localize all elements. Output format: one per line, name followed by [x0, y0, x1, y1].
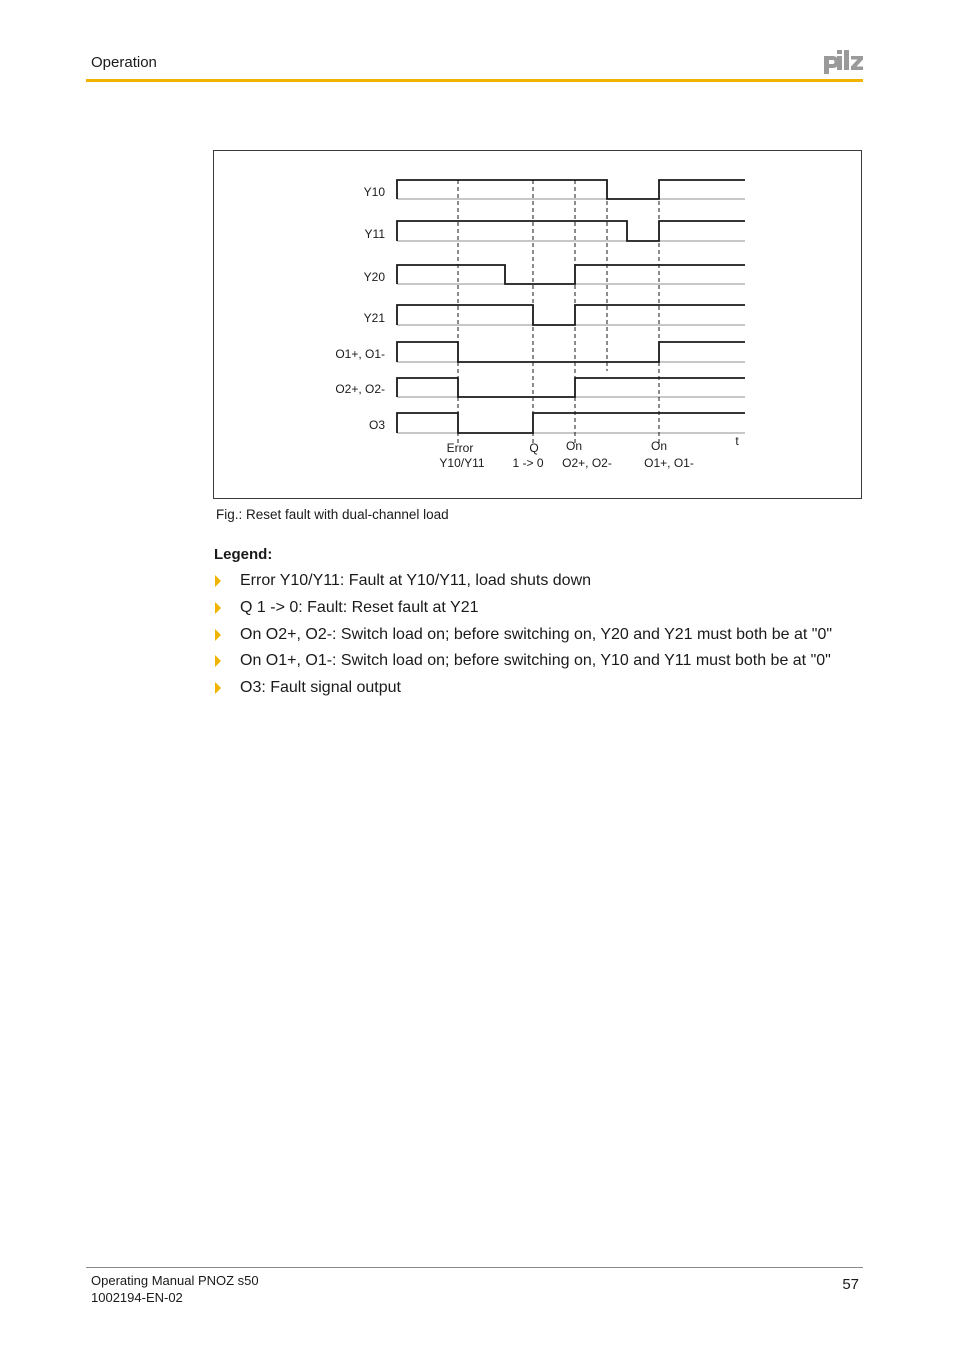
legend-item [214, 650, 832, 677]
legend-item-text: Q 1 -> 0: Fault: Reset fault at Y21 [240, 598, 479, 616]
waveform-y21 [397, 305, 745, 325]
event-label-on-o2-line2: O2+, O2- [562, 456, 612, 470]
event-label-error-line2: Y10/Y11 [439, 456, 485, 470]
event-label-on-o1-line2: O1+, O1- [644, 456, 694, 470]
legend-item-text: Error Y10/Y11: Fault at Y10/Y11, load shuts down [240, 572, 592, 589]
waveform-o3 [397, 413, 745, 433]
legend-item [214, 624, 832, 651]
legend-item [214, 570, 832, 597]
waveform-y11 [397, 221, 745, 241]
waveform-o1 [397, 342, 745, 362]
bullet-arrow-icon [215, 655, 221, 667]
waveform-o2 [397, 378, 745, 397]
figure-caption: Fig.: Reset fault with dual-channel load [216, 507, 449, 522]
signal-label-o2: O2+, O2- [335, 382, 385, 396]
bullet-arrow-icon [215, 629, 221, 641]
legend-list [214, 570, 832, 704]
event-label-on-o1-line1: On [650, 439, 668, 453]
legend-item-text: On O2+, O2-: Switch load on; before switching on, Y20 and Y21 must both be at "0" [240, 625, 833, 643]
footer-manual-title: Operating Manual PNOZ s50 [91, 1273, 259, 1288]
footer-document-number: 1002194-EN-02 [91, 1290, 183, 1305]
footer-rule [86, 1267, 863, 1268]
timing-diagram-figure [213, 150, 862, 499]
header-rule [86, 79, 863, 82]
timing-diagram [214, 151, 863, 500]
signal-label-y21: Y21 [363, 311, 385, 325]
waveform-y10 [397, 180, 745, 199]
legend-item [214, 597, 832, 624]
signal-label-o1: O1+, O1- [335, 347, 385, 361]
page-number: 57 [842, 1276, 859, 1293]
page-header-title: Operation [91, 54, 157, 71]
event-label-error-line1: Error [446, 441, 474, 455]
legend-item-text: O3: Fault signal output [240, 679, 401, 697]
event-label-on-o2-line1: On [565, 439, 583, 453]
event-label-q-line2: 1 -> 0 [512, 456, 544, 470]
signal-label-y10: Y10 [363, 185, 385, 199]
signal-label-o3: O3 [368, 418, 385, 432]
event-label-q-line1: Q [529, 441, 539, 455]
pilz-logo [822, 50, 864, 76]
signal-label-y11: Y11 [364, 227, 385, 241]
waveform-y20 [397, 265, 745, 284]
legend-item-text: On O1+, O1-: Switch load on; before switching on, Y10 and Y11 must both be at "0" [240, 652, 831, 670]
bullet-arrow-icon [215, 682, 221, 694]
time-axis-label: t [735, 434, 739, 448]
bullet-arrow-icon [215, 602, 221, 614]
signal-label-y20: Y20 [363, 270, 385, 284]
bullet-arrow-icon [215, 575, 221, 587]
legend-heading: Legend: [214, 546, 273, 563]
legend-item [214, 677, 832, 704]
